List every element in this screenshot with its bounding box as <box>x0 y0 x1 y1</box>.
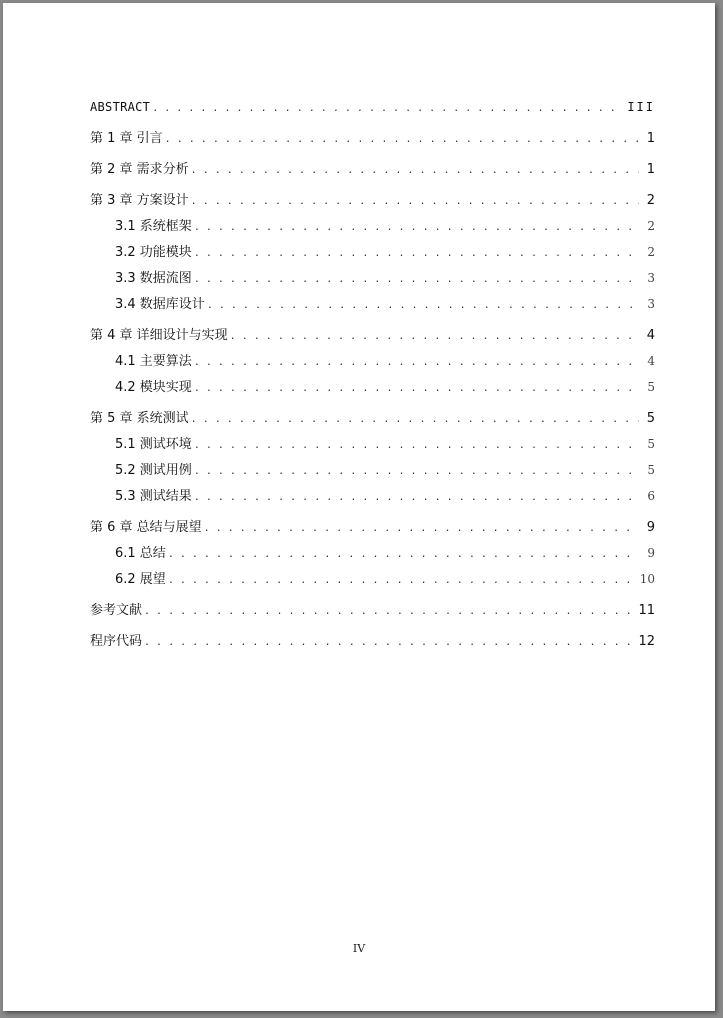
toc-entry-page-number: III <box>627 100 655 114</box>
toc-entry-title: 3.3 数据流图 <box>115 271 192 286</box>
toc-entry-title: 5.2 测试用例 <box>115 463 192 478</box>
toc-entry-page-number: 3 <box>647 271 655 285</box>
toc-entry-title: 3.4 数据库设计 <box>115 297 205 312</box>
document-page <box>3 3 715 1011</box>
toc-dot-leader <box>191 193 639 211</box>
table-of-contents <box>90 98 655 652</box>
toc-entry[interactable] <box>90 295 655 315</box>
toc-entry-page-number: 4 <box>647 354 655 368</box>
page-number: IV <box>352 942 366 955</box>
toc-entry-title: 程序代码 <box>90 634 143 649</box>
toc-entry[interactable] <box>90 192 655 211</box>
toc-entry-page-number: 3 <box>647 297 655 311</box>
toc-dot-leader <box>194 489 639 507</box>
toc-dot-leader <box>194 271 639 289</box>
toc-entry[interactable] <box>90 570 655 590</box>
toc-entry-title: 4.1 主要算法 <box>115 354 192 369</box>
toc-entry-title: 3.2 功能模块 <box>115 245 192 260</box>
toc-dot-leader <box>194 219 639 237</box>
toc-dot-leader <box>194 437 639 455</box>
toc-entry[interactable] <box>90 435 655 455</box>
toc-dot-leader <box>168 572 636 590</box>
toc-entry-title: 第 3 章 方案设计 <box>90 193 189 208</box>
toc-entry-title: 参考文献 <box>90 603 143 618</box>
toc-entry-page-number: 10 <box>639 572 655 586</box>
toc-entry[interactable] <box>90 410 655 429</box>
toc-entry[interactable] <box>90 487 655 507</box>
toc-entry-title: 6.1 总结 <box>115 546 166 561</box>
toc-entry-page-number: 12 <box>638 634 655 649</box>
toc-entry-title: 3.1 系统框架 <box>115 219 192 234</box>
toc-entry-title: 4.2 模块实现 <box>115 380 192 395</box>
toc-dot-leader <box>230 328 639 346</box>
toc-entry[interactable] <box>90 217 655 237</box>
toc-entry[interactable] <box>90 378 655 398</box>
toc-entry-title: 第 1 章 引言 <box>90 131 163 146</box>
toc-entry-title: 第 6 章 总结与展望 <box>90 520 202 535</box>
toc-entry-page-number: 9 <box>647 546 655 560</box>
toc-dot-leader <box>191 411 639 429</box>
toc-dot-leader <box>144 603 634 621</box>
toc-entry-page-number: 4 <box>646 328 655 343</box>
toc-dot-leader <box>194 354 639 372</box>
toc-entry-page-number: 9 <box>646 520 655 535</box>
toc-entry[interactable] <box>90 327 655 346</box>
toc-entry-page-number: 1 <box>646 162 655 177</box>
toc-entry-page-number: 5 <box>646 411 655 426</box>
toc-entry[interactable] <box>90 461 655 481</box>
toc-entry[interactable] <box>90 161 655 180</box>
toc-entry[interactable] <box>90 352 655 372</box>
toc-entry-page-number: 6 <box>647 489 655 503</box>
toc-dot-leader <box>194 380 639 398</box>
toc-entry-title: ABSTRACT <box>90 100 151 114</box>
toc-dot-leader <box>207 297 639 315</box>
toc-dot-leader <box>165 131 639 149</box>
toc-entry[interactable] <box>90 243 655 263</box>
toc-entry-page-number: 11 <box>638 603 655 618</box>
toc-dot-leader <box>168 546 639 564</box>
toc-entry[interactable] <box>90 519 655 538</box>
toc-entry-title: 第 5 章 系统测试 <box>90 411 189 426</box>
toc-entry-title: 5.3 测试结果 <box>115 489 192 504</box>
toc-entry-title: 5.1 测试环境 <box>115 437 192 452</box>
toc-dot-leader <box>144 634 634 652</box>
toc-entry-title: 第 4 章 详细设计与实现 <box>90 328 228 343</box>
toc-entry[interactable] <box>90 130 655 149</box>
toc-entry-page-number: 5 <box>647 463 655 477</box>
toc-dot-leader <box>191 162 639 180</box>
toc-entry-title: 第 2 章 需求分析 <box>90 162 189 177</box>
toc-entry-page-number: 2 <box>646 193 655 208</box>
toc-dot-leader <box>194 463 639 481</box>
toc-entry[interactable] <box>90 269 655 289</box>
toc-entry-title: 6.2 展望 <box>115 572 166 587</box>
toc-entry[interactable] <box>90 98 655 118</box>
toc-entry[interactable] <box>90 633 655 652</box>
toc-entry-page-number: 5 <box>647 437 655 451</box>
toc-dot-leader <box>194 245 639 263</box>
toc-entry-page-number: 1 <box>646 131 655 146</box>
toc-entry[interactable] <box>90 602 655 621</box>
toc-entry-page-number: 5 <box>647 380 655 394</box>
toc-entry-page-number: 2 <box>647 245 655 259</box>
toc-dot-leader <box>204 520 639 538</box>
toc-entry[interactable] <box>90 544 655 564</box>
toc-entry-page-number: 2 <box>647 219 655 233</box>
toc-dot-leader <box>152 100 623 118</box>
